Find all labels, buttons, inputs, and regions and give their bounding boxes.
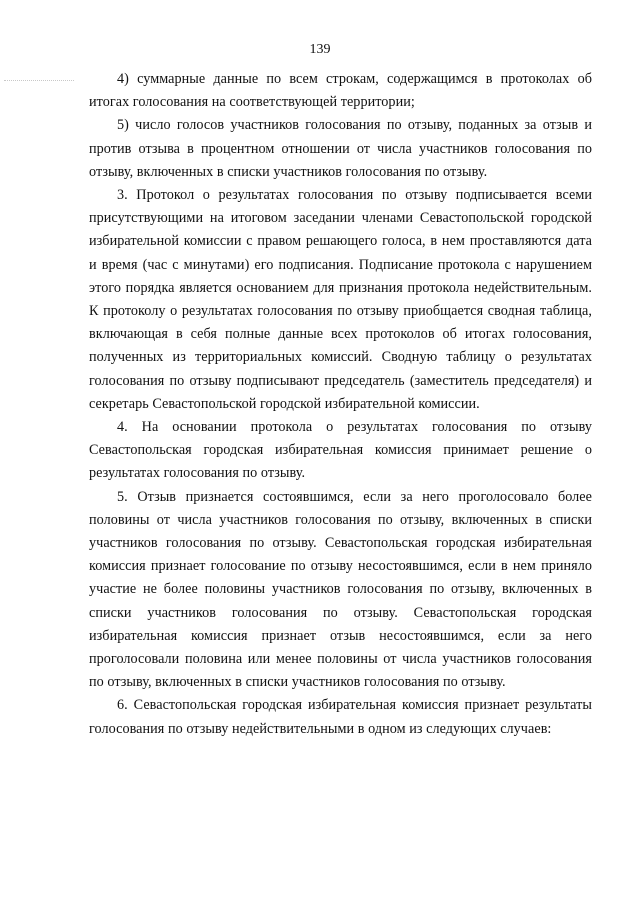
page-number: 139 <box>309 42 331 57</box>
paragraph-item-5: 5) число голосов участников голосования по отзыву, поданных за отзыв и против отзыва в процентном отношении от числа участников голосования по отзыву, включенных в списки участников голосования по отзыву. <box>89 117 592 180</box>
scan-edge-mark <box>4 80 74 81</box>
paragraph-section-5: 5. Отзыв признается состоявшимся, если за него проголосовало более половины от числа участников голосования по отзыву, включенных в списки участников голосования по отзыву. Севастопольская городская избирательная комиссия признает голосование по отзыву несостоявшимся, если в нем приняло участие не более половины участников голосования по отзыву, включенных в списки участников голосования по отзыву. Севастопольская городская избирательная комиссия признает отзыв несостоявшимся, если за него проголосовали половина или менее половины от числа участников голосования по отзыву, включенных в списки участников голосования по отзыву. <box>89 488 592 691</box>
paragraph-item-4: 4) суммарные данные по всем строкам, содержащимся в протоколах об итогах голосования на соответствующей территории; <box>89 71 592 111</box>
paragraph-section-4: 4. На основании протокола о результатах голосования по отзыву Севастопольская городская избирательная комиссия принимает решение о результатах голосования по отзыву. <box>89 419 592 482</box>
paragraph-section-6: 6. Севастопольская городская избирательная комиссия признает результаты голосования по отзыву недействительными в одном из следующих случаев: <box>89 697 592 737</box>
document-body <box>89 68 592 741</box>
paragraph-section-3: 3. Протокол о результатах голосования по отзыву подписывается всеми присутствующими на итоговом заседании членами Севастопольской городской избирательной комиссии с правом решающего голоса, в нем проставляются дата и время (час с минутами) его подписания. Подписание протокола с нарушением этого порядка является основанием для признания протокола недействительным. К протоколу о результатах голосования по отзыву приобщается сводная таблица, включающая в себя полные данные всех протоколов об итогах голосования, полученных из территориальных комиссий. Сводную таблицу о результатах голосования по отзыву подписывают председатель (заместитель председателя) и секретарь Севастопольской городской избирательной комиссии. <box>89 187 592 412</box>
